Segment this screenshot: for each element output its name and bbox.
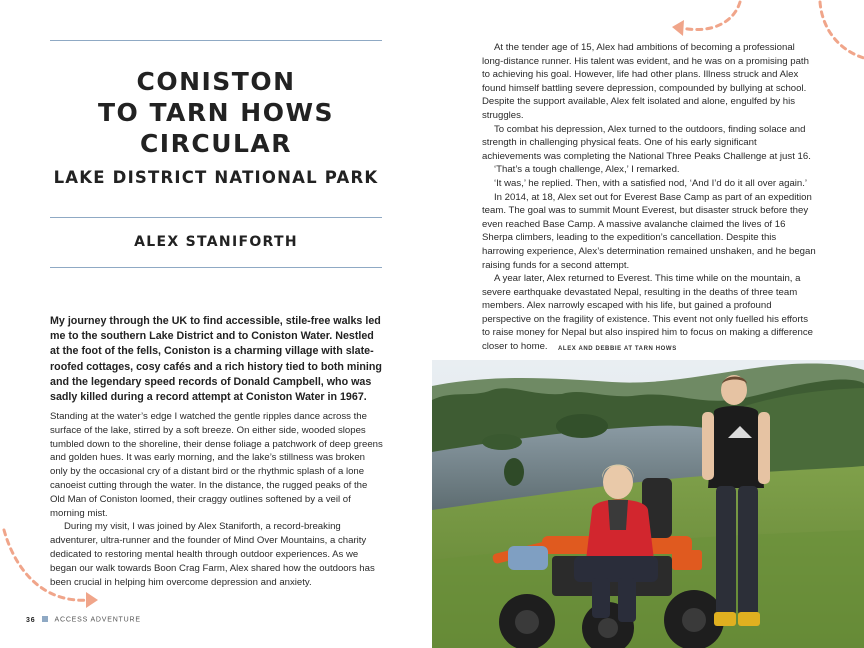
dashed-arrow-icon: [668, 0, 748, 42]
dashed-curve-icon: [816, 0, 864, 64]
body-paragraph: ‘That’s a tough challenge, Alex,’ I remarked.: [494, 164, 680, 176]
title-line: CONISTON: [136, 67, 296, 96]
photo-caption: ALEX AND DEBBIE AT TARN HOWS: [558, 346, 677, 352]
dashed-arrow-icon: [0, 526, 110, 616]
body-paragraph: To combat his depression, Alex turned to the outdoors, finding solace and strength in challenging physical feats. One of his early significant achievements was completing the National Three Peaks Challenge at just 16.: [482, 123, 811, 162]
body-paragraph: A year later, Alex returned to Everest. This time while on the mountain, a severe earthquake devastated Nepal, resulting in the deaths of three team members. Alex narrowly escaped with his life, but gained a profound perspective on the fragility of existence. This event not only fuelled his efforts to raise money for Nepal but also inspired him to focus on making a difference closer to home.: [482, 273, 813, 353]
page-number: 36: [26, 616, 36, 624]
photo-illustration: [432, 360, 864, 648]
footer-label: ACCESS ADVENTURE: [54, 616, 141, 624]
title-line: TO TARN HOWS: [97, 98, 335, 127]
middle-rule: [50, 217, 382, 218]
title-block: [50, 66, 382, 187]
top-rule: [50, 40, 382, 41]
body-paragraph: During my visit, I was joined by Alex Staniforth, a record-breaking adventurer, ultra-runner and the founder of Mind Over Mountains, a charity dedicated to restoring mental health through outdoor experiences. As we began our walk towards Boon Crag Farm, Alex shared how the outdoors has been crucial in helping him overcome depression and anxiety.: [50, 521, 375, 588]
bottom-rule: [50, 267, 382, 268]
footer-square-icon: [42, 616, 48, 622]
intro-paragraph: My journey through the UK to find accessible, stile-free walks led me to the southern Lake District and to Coniston Water. Nestled at the foot of the fells, Coniston is a charming village with slate-roofed cottages, cosy cafés and a rich history tied to both mining and the legendary speed records of Donald Campbell, who was sadly killed during a record attempt at Coniston Water in 1967.: [50, 315, 382, 404]
right-page: [432, 0, 864, 648]
body-paragraph: ‘It was,’ he replied. Then, with a satisfied nod, ‘And I’d do it all over again.’: [494, 177, 808, 189]
page-footer: [26, 616, 141, 624]
right-body-text: [482, 41, 816, 354]
body-paragraph: In 2014, at 18, Alex set out for Everest Base Camp as part of an expedition team. The goal was to summit Mount Everest, but disaster struck before they even reached Base Camp. A massive avalanche claimed the lives of 16 Sherpa climbers, leading to the expedition’s cancellation. Despite this harrowing experience, Alex’s determination remained unshaken, and he began raising funds for a second attempt.: [482, 191, 816, 271]
title-line: CIRCULAR: [139, 129, 293, 158]
page-title: [50, 66, 382, 159]
body-paragraph: Standing at the water’s edge I watched the gentle ripples dance across the surface of the lake, stirred by a soft breeze. On either side, wooded slopes tumbled down to the shoreline, their dense foliage a patchwork of deep greens and golden hues. It was early morning, and the lake’s stillness was broken only by the occasional cry of a distant bird or the rhythmic splash of a lone canoeist cutting through the water. In the distance, the rugged peaks of the Old Man of Coniston loomed, their craggy outlines softened by a veil of morning mist.: [50, 411, 383, 519]
author-name: ALEX STANIFORTH: [134, 234, 298, 250]
page-subtitle: LAKE DISTRICT NATIONAL PARK: [53, 168, 379, 187]
body-paragraph: At the tender age of 15, Alex had ambitions of becoming a professional long-distance runner. His talent was evident, and he was on a promising path to achieving his goal. However, life had other plans. Illness struck and Alex found himself battling severe depression, compounded by bullying at school. Despite the support available, Alex felt isolated and alone, engulfed by his struggles.: [482, 42, 809, 121]
tarn-hows-photo: [432, 360, 864, 648]
